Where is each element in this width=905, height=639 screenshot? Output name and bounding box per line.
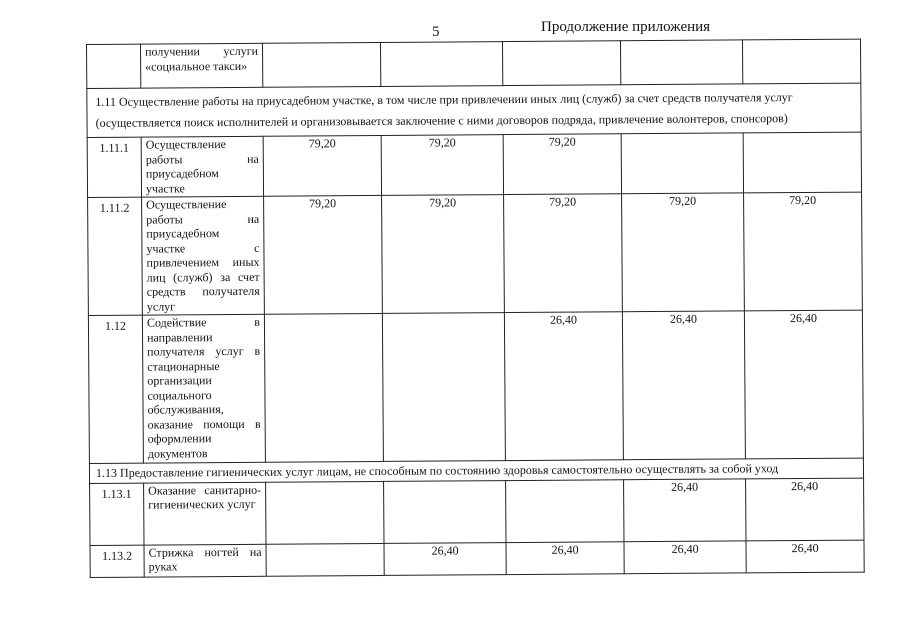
price-cell: 79,20 — [264, 195, 383, 314]
service-name: получении услуги «социальное такси» — [141, 43, 263, 88]
section-title: 1.11 Осуществление работы на приусадебном участке, в том числе при привлечении иных лиц (служб) за счет средств получателя услуг (осуществляется поиск исполнителей и организовывается заключение с ними договоров подряда, привлечение волонтеров, спонсоров) — [87, 83, 861, 137]
price-cell: 26,40 — [744, 310, 863, 459]
price-cell — [384, 480, 506, 543]
tariff-table — [86, 39, 865, 578]
price-cell: 79,20 — [381, 135, 503, 196]
price-cell: 26,40 — [746, 478, 864, 541]
price-cell — [382, 313, 505, 462]
row-number: 1.13.1 — [90, 483, 144, 545]
row-number: 1.13.2 — [90, 545, 144, 577]
price-cell: 79,20 — [744, 192, 863, 311]
service-name: Содействие в направлении получателя услуг в стационарные организации социального обслуживания, оказание помощи в оформлении документов — [142, 314, 265, 463]
price-cell: 26,40 — [384, 542, 506, 575]
price-cell: 26,40 — [746, 540, 864, 573]
table-row — [90, 540, 864, 577]
section-title: 1.13 Предоставление гигиенических услуг лицам, не способным по состоянию здоровья самостоятельно осуществлять за собой уход — [89, 458, 863, 483]
price-cell: 79,20 — [622, 193, 745, 312]
section-header — [87, 83, 861, 137]
service-name: Оказание санитарно-гигиенических услуг — [144, 482, 266, 545]
price-cell — [266, 543, 384, 576]
price-cell: 26,40 — [624, 478, 746, 541]
price-cell — [380, 42, 502, 87]
price-cell: 26,40 — [506, 541, 624, 574]
service-name: Осуществление работы на приусадебном участке — [141, 136, 263, 197]
page-heading: Продолжение приложения — [541, 19, 711, 35]
price-cell: 26,40 — [504, 312, 623, 461]
price-cell — [620, 40, 742, 85]
table-row — [90, 478, 864, 545]
price-cell: 79,20 — [503, 134, 621, 195]
row-number: 1.11.2 — [88, 197, 143, 315]
table-row — [87, 132, 861, 197]
table-row — [87, 39, 861, 88]
price-cell: 79,20 — [504, 194, 623, 313]
price-cell: 26,40 — [624, 540, 746, 573]
price-cell — [262, 42, 380, 87]
price-cell — [506, 479, 624, 542]
price-cell — [621, 133, 743, 194]
price-cell: 79,20 — [263, 135, 381, 196]
price-cell — [266, 481, 384, 544]
price-cell — [264, 313, 383, 462]
service-name: Осуществление работы на приусадебном участке с привлечением иных лиц (служб) за счет средств получателя услуг — [142, 196, 265, 315]
row-number — [87, 44, 141, 88]
price-cell — [743, 132, 861, 193]
price-cell: 26,40 — [622, 311, 745, 460]
table-row — [88, 310, 863, 463]
table-row — [88, 192, 863, 315]
page-number: 5 — [432, 24, 440, 40]
row-number: 1.12 — [88, 315, 143, 463]
price-cell — [742, 39, 860, 84]
price-cell — [502, 41, 620, 86]
service-name: Стрижка ногтей на руках — [144, 544, 266, 577]
price-cell: 79,20 — [382, 195, 505, 314]
row-number: 1.11.1 — [87, 137, 141, 197]
